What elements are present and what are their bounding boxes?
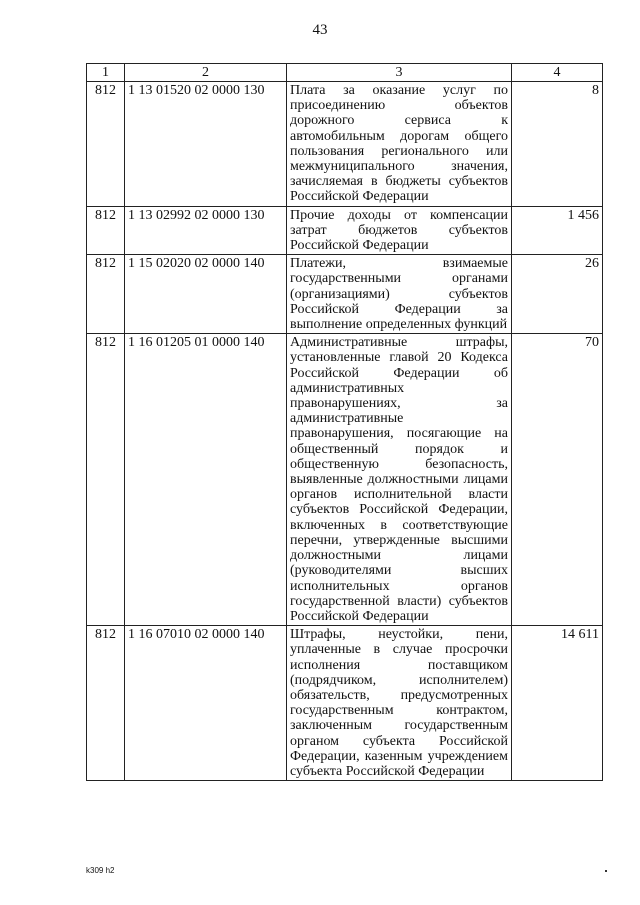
admin-code: 812 (87, 206, 125, 255)
table-row (87, 206, 603, 255)
table-row (87, 334, 603, 626)
budget-classification-code: 1 13 02992 02 0000 130 (125, 206, 287, 255)
budget-classification-code: 1 16 07010 02 0000 140 (125, 626, 287, 781)
column-header-2: 2 (125, 64, 287, 82)
revenue-description: Плата за оказание услуг по присоединению объектов дорожного сервиса к автомобильным дорогам общего пользования регионального или межмуниципального значения, зачисляемая в бюджеты субъектов Российской Федерации (287, 82, 512, 207)
revenue-description: Штрафы, неустойки, пени, уплаченные в случае просрочки исполнения поставщиком (подрядчиком, исполнителем) обязательств, предусмотренных государственным контрактом, заключенным государственным органом субъекта Российской Федерации, казенным учреждением субъекта Российской Федерации (287, 626, 512, 781)
revenue-description: Административные штрафы, установленные главой 20 Кодекса Российской Федерации об административных правонарушениях, за административные правонарушения, посягающие на общественный порядок и общественную безопасность, выявленные должностными лицами органов исполнительной власти субъектов Российской Федерации, включенных в соответствующие перечни, утвержденные высшими должностными лицами (руководителями высших исполнительных органов государственной власти) субъектов Российской Федерации (287, 334, 512, 626)
revenue-table (86, 63, 603, 781)
page-number: 43 (312, 22, 328, 38)
amount: 26 (512, 255, 603, 334)
column-header-4: 4 (512, 64, 603, 82)
revenue-description: Платежи, взимаемые государственными органами (организациями) субъектов Российской Федерации за выполнение определенных функций (287, 255, 512, 334)
amount: 8 (512, 82, 603, 207)
admin-code: 812 (87, 334, 125, 626)
budget-classification-code: 1 13 01520 02 0000 130 (125, 82, 287, 207)
footer-code: k309 h2 (86, 866, 115, 875)
table-row (87, 82, 603, 207)
column-header-3: 3 (287, 64, 512, 82)
revenue-description: Прочие доходы от компенсации затрат бюджетов субъектов Российской Федерации (287, 206, 512, 255)
amount: 1 456 (512, 206, 603, 255)
budget-classification-code: 1 15 02020 02 0000 140 (125, 255, 287, 334)
admin-code: 812 (87, 626, 125, 781)
table-row (87, 255, 603, 334)
table-header-row (87, 64, 603, 82)
amount: 70 (512, 334, 603, 626)
amount: 14 611 (512, 626, 603, 781)
budget-classification-code: 1 16 01205 01 0000 140 (125, 334, 287, 626)
column-header-1: 1 (87, 64, 125, 82)
admin-code: 812 (87, 82, 125, 207)
scan-speck (605, 870, 607, 872)
table-row (87, 626, 603, 781)
admin-code: 812 (87, 255, 125, 334)
